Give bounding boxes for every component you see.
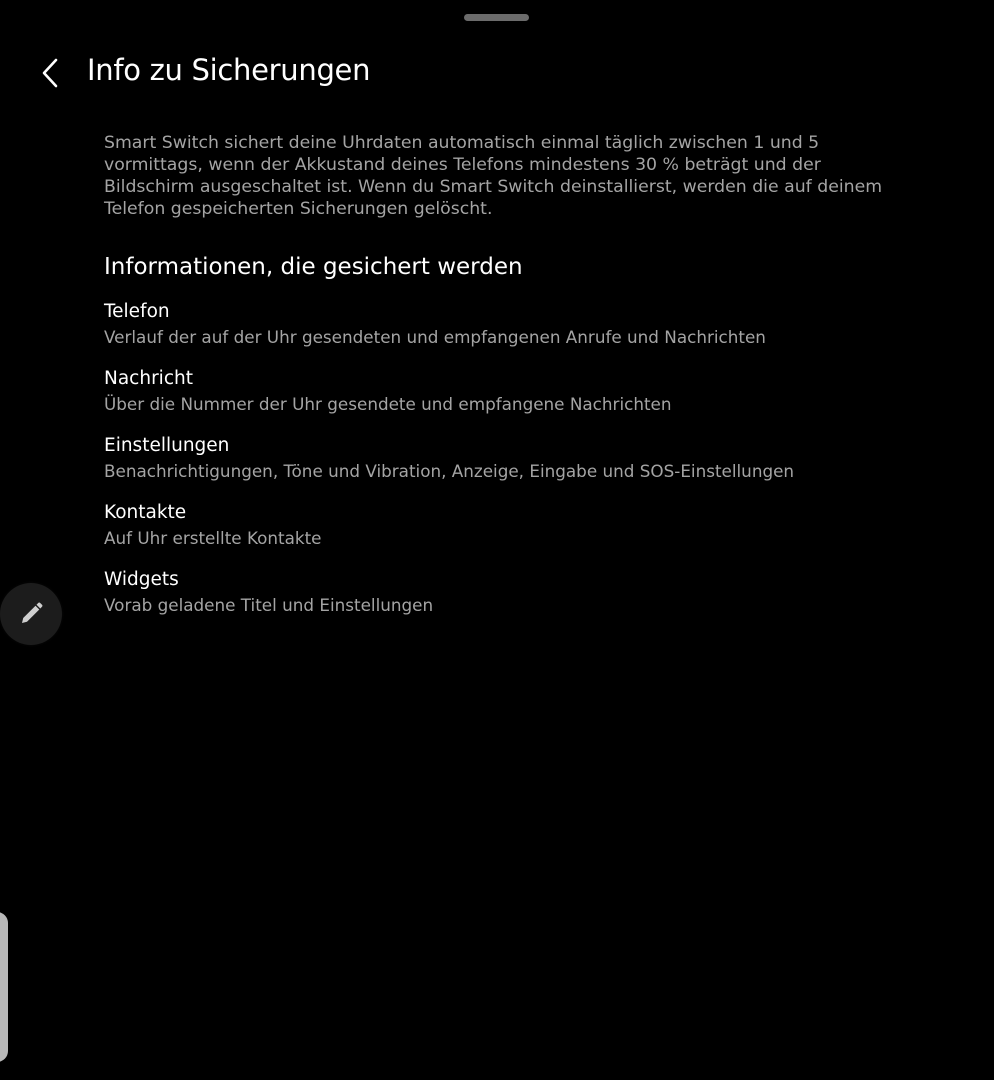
chevron-left-icon	[26, 48, 74, 96]
list-item-title: Nachricht	[104, 368, 193, 389]
list-item-kontakte	[104, 501, 924, 568]
back-button[interactable]	[26, 48, 74, 96]
list-item-description: Benachrichtigungen, Töne und Vibration, Anzeige, Eingabe und SOS-Einstellungen	[104, 461, 795, 481]
list-item-title: Einstellungen	[104, 435, 230, 456]
list-item-description: Auf Uhr erstellte Kontakte	[104, 528, 322, 548]
page-title: Info zu Sicherungen	[87, 53, 371, 87]
edit-button[interactable]	[0, 583, 62, 645]
app-header	[0, 44, 994, 98]
list-item-telefon	[104, 300, 924, 367]
backup-description: Smart Switch sichert deine Uhrdaten automatisch einmal täglich zwischen 1 und 5 vormittags, wenn der Akkustand deines Telefons mindestens 30 % beträgt und der Bildschirm ausgeschaltet ist. Wenn du Smart Switch deinstallierst, werden die auf deinem Telefon gespeicherten Sicherungen gelöscht.	[104, 133, 883, 219]
list-item-title: Kontakte	[104, 502, 187, 523]
backup-info-list	[104, 300, 924, 635]
list-item-title: Widgets	[104, 569, 179, 590]
list-item-widgets	[104, 568, 924, 635]
list-item-description: Vorab geladene Titel und Einstellungen	[104, 595, 434, 615]
list-item-einstellungen	[104, 434, 924, 501]
list-item-description: Über die Nummer der Uhr gesendete und empfangene Nachrichten	[104, 394, 672, 414]
edge-panel-handle[interactable]	[0, 912, 8, 1062]
list-item-title: Telefon	[104, 301, 170, 322]
drag-handle[interactable]	[464, 14, 529, 21]
list-item-nachricht	[104, 367, 924, 434]
section-title: Informationen, die gesichert werden	[104, 254, 523, 280]
list-item-description: Verlauf der auf der Uhr gesendeten und empfangenen Anrufe und Nachrichten	[104, 327, 766, 347]
